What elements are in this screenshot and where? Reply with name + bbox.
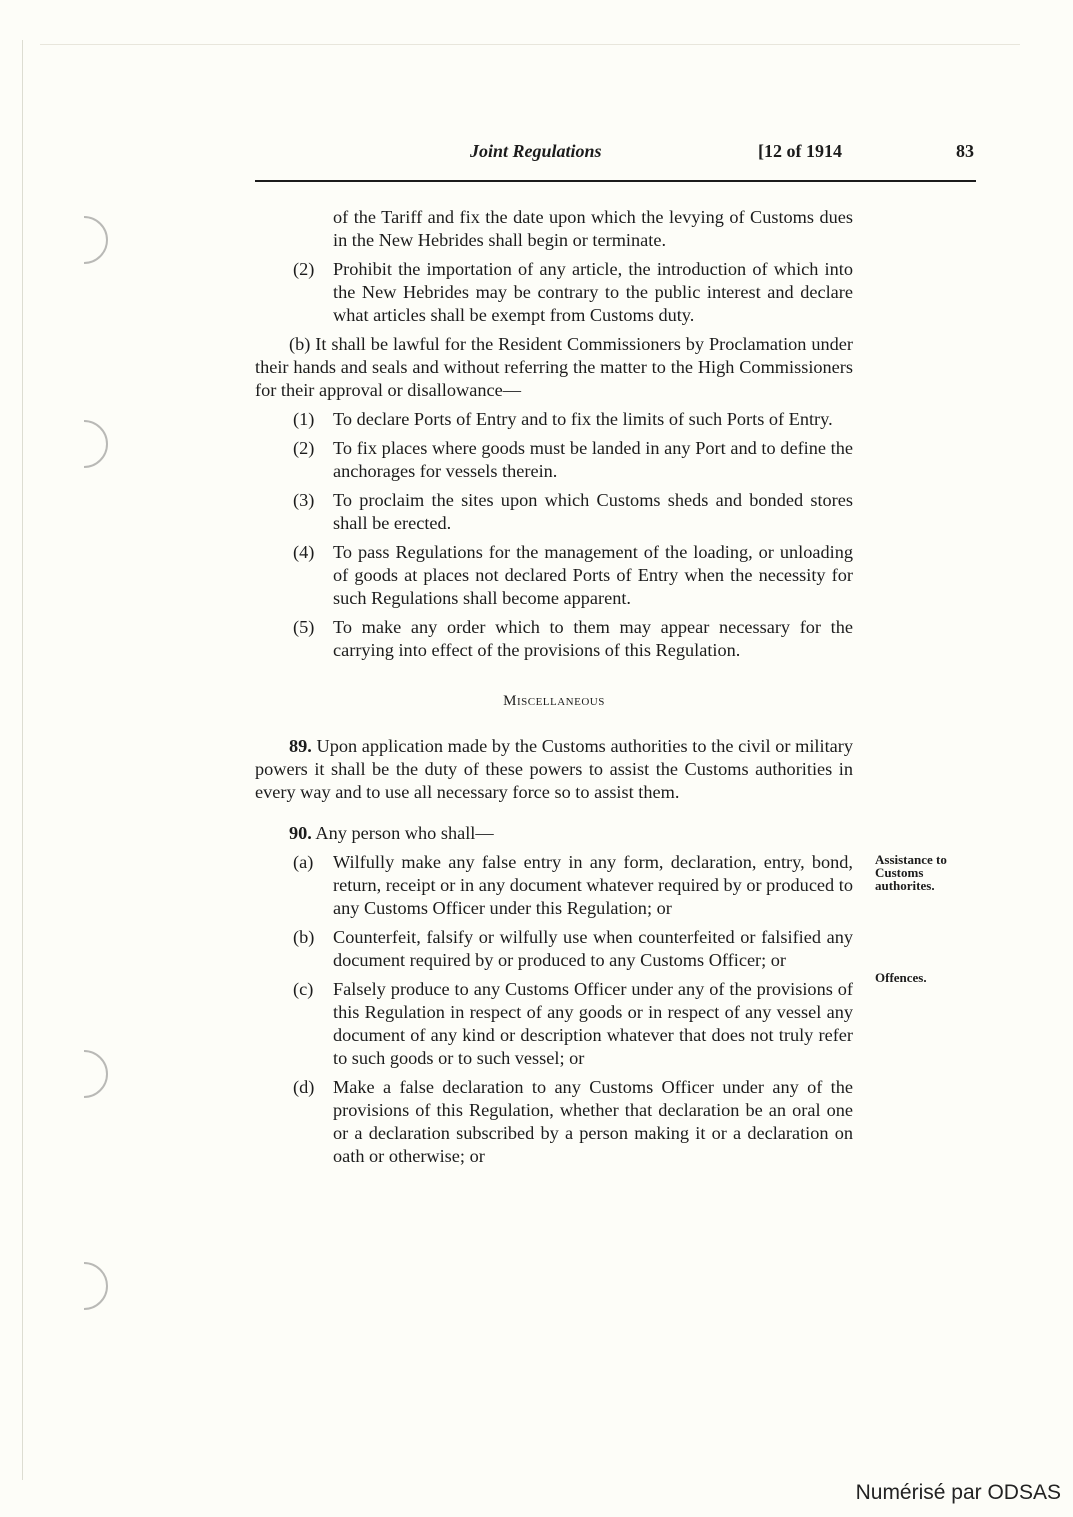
- list-item: [255, 437, 853, 483]
- section-89: [255, 735, 853, 804]
- list-item: [255, 489, 853, 535]
- section-number: 89.: [289, 736, 312, 756]
- list-item: [255, 541, 853, 610]
- section-number: 90.: [289, 823, 312, 843]
- scan-top-edge: [40, 44, 1020, 45]
- item-number: (3): [293, 490, 315, 510]
- margin-note-90: Offences.: [875, 970, 927, 985]
- section-90: [255, 822, 853, 845]
- item-number: (d): [293, 1077, 315, 1097]
- item-number: (2): [293, 259, 315, 279]
- running-title: Joint Regulations: [470, 141, 602, 161]
- margin-note-89: Assistance to Customs authorites.: [875, 852, 947, 893]
- item-text: Falsely produce to any Customs Officer under any of the provisions of this Regulation in respect of any goods or in respect of any vessel any document of any kind or description whatever that does not truly refer to such goods or to such vessel; or: [333, 979, 853, 1068]
- digitization-stamp: Numérisé par ODSAS: [855, 1481, 1061, 1504]
- list-item: [255, 926, 853, 972]
- section-heading: Miscellaneous: [503, 693, 605, 709]
- header-rule: [255, 180, 976, 182]
- item-number: (b): [293, 927, 315, 947]
- list-item: [255, 1076, 853, 1168]
- list-item: [255, 978, 853, 1070]
- page-number: 83: [956, 141, 974, 161]
- item-number: (1): [293, 409, 315, 429]
- act-reference: [12 of 1914: [758, 141, 842, 161]
- item-text: To declare Ports of Entry and to fix the limits of such Ports of Entry.: [333, 409, 833, 429]
- item-number: (5): [293, 617, 315, 637]
- list-item: [255, 408, 853, 431]
- item-number: (c): [293, 979, 314, 999]
- item-text: To fix places where goods must be landed in any Port and to define the anchorages for vessels therein.: [333, 438, 853, 481]
- item-text: To proclaim the sites upon which Customs sheds and bonded stores shall be erected.: [333, 490, 853, 533]
- section-text: Upon application made by the Customs authorities to the civil or military powers it shall be the duty of these powers to assist the Customs authorities in every way and to use all necessary force so to assist them.: [255, 736, 853, 802]
- paragraph-b: (b) It shall be lawful for the Resident Commissioners by Proclamation under their hands and seals and without referring the matter to the High Commissioners for their approval or disallowance—: [255, 334, 853, 400]
- list-item: [255, 258, 853, 327]
- section-text: Any person who shall—: [315, 823, 494, 843]
- punch-hole: [60, 1050, 108, 1098]
- item-number: (2): [293, 438, 315, 458]
- item-text: To pass Regulations for the management of the loading, or unloading of goods at places not declared Ports of Entry when the necessity for such Regulations shall become apparent.: [333, 542, 853, 608]
- item-number: (a): [293, 852, 314, 872]
- punch-hole: [60, 1262, 108, 1310]
- list-item: [255, 616, 853, 662]
- item-number: (4): [293, 542, 315, 562]
- item-text: Counterfeit, falsify or wilfully use when counterfeited or falsified any document required by or produced to any Customs Officer; or: [333, 927, 853, 970]
- page-edge: [22, 40, 23, 1480]
- main-text: [255, 206, 853, 1174]
- item-text: Wilfully make any false entry in any form, declaration, entry, bond, return, receipt or in any document whatever required by or produced to any Customs Officer under this Regulation; or: [333, 852, 853, 918]
- punch-hole: [60, 216, 108, 264]
- item-text: To make any order which to them may appear necessary for the carrying into effect of the provisions of this Regulation.: [333, 617, 853, 660]
- item-text: Prohibit the importation of any article, the introduction of which into the New Hebrides may be contrary to the public interest and declare what articles shall be exempt from Customs duty.: [333, 259, 853, 325]
- punch-hole: [60, 420, 108, 468]
- item-text: Make a false declaration to any Customs Officer under any of the provisions of this Regulation, whether that declaration be an oral one or a declaration subscribed by a person making it or a declaration on oath or otherwise; or: [333, 1077, 853, 1166]
- intro-continuation: of the Tariff and fix the date upon which the levying of Customs dues in the New Hebrides shall begin or terminate.: [333, 207, 853, 250]
- list-item: [255, 851, 853, 920]
